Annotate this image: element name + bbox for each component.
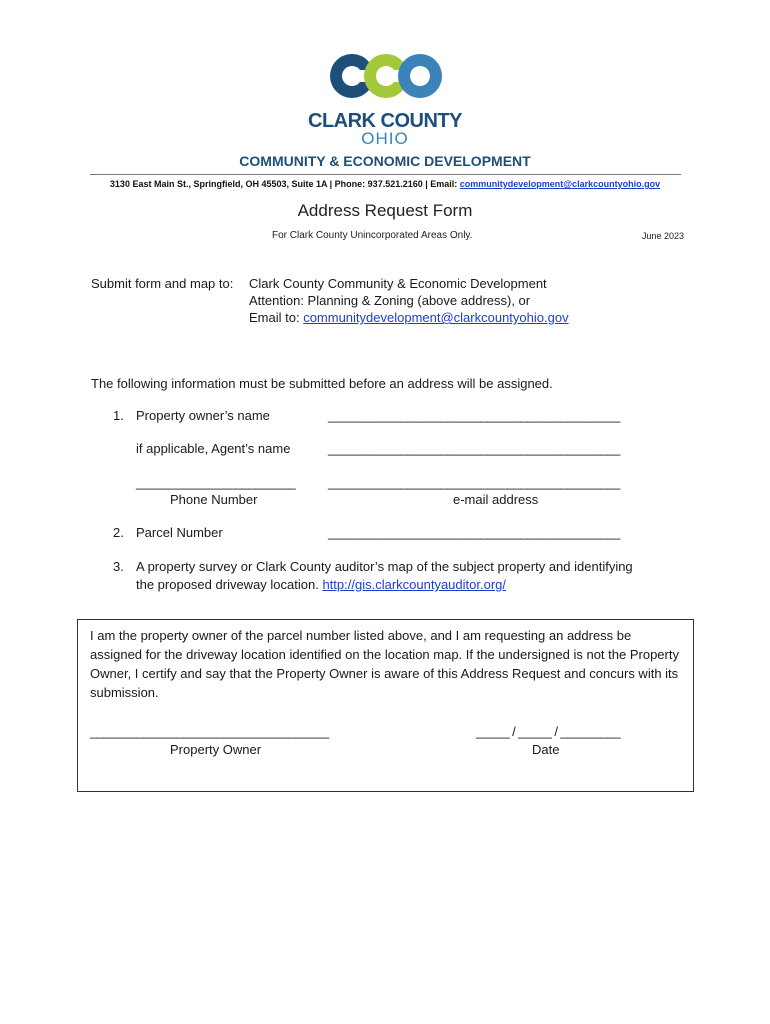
submit-email-line: [249, 310, 569, 325]
survey-requirement-line-1: A property survey or Clark County auditor’s map of the subject property and identifying: [136, 559, 633, 574]
department-heading: COMMUNITY & ECONOMIC DEVELOPMENT: [239, 153, 531, 169]
submit-label: Submit form and map to:: [91, 276, 234, 291]
header-divider: [90, 174, 681, 175]
item-3-number: 3.: [113, 559, 124, 574]
parcel-number-field[interactable]: ____________________________________________: [328, 525, 620, 540]
submit-line-2: Attention: Planning & Zoning (above address), or: [249, 293, 531, 308]
email-address-field[interactable]: ____________________________________________: [328, 475, 620, 490]
form-date: June 2023: [642, 231, 685, 241]
owner-signature-label: Property Owner: [170, 742, 262, 757]
form-subtitle: For Clark County Unincorporated Areas Only.: [272, 230, 473, 241]
owner-name-label: Property owner’s name: [136, 408, 270, 423]
submit-line-1: Clark County Community & Economic Development: [249, 276, 547, 291]
parcel-number-label: Parcel Number: [136, 525, 223, 540]
owner-signature-field[interactable]: ____________________________________: [90, 724, 329, 739]
phone-number-label: Phone Number: [170, 492, 258, 507]
contact-line: [0, 179, 770, 189]
contact-email-link[interactable]: communitydevelopment@clarkcountyohio.gov: [459, 179, 661, 189]
submit-email-prefix: Email to:: [249, 310, 304, 325]
logo-subtitle: OHIO: [361, 129, 409, 148]
form-title: Address Request Form: [297, 201, 473, 220]
survey-requirement-text: the proposed driveway location.: [136, 577, 323, 592]
logo-name: CLARK COUNTY: [308, 110, 462, 132]
clark-county-logo-mark: [330, 50, 442, 102]
certification-statement: I am the property owner of the parcel number listed above, and I am requesting an address be assigned for the driveway location identified on the location map. If the undersigned is not the Property Owner, I certify and say that the Property Owner is aware of this Address Request and concurs with its submission.: [90, 628, 679, 700]
contact-address: 3130 East Main St., Springfield, OH 45503, Suite 1A | Phone: 937.521.2160 | Email:: [109, 179, 460, 189]
phone-number-field[interactable]: ________________________: [136, 475, 296, 490]
agent-name-field[interactable]: ____________________________________________: [328, 441, 620, 456]
signature-date-field[interactable]: _____ / _____ / _________: [476, 724, 621, 739]
email-address-label: e-mail address: [453, 492, 539, 507]
survey-requirement-line-2: [136, 577, 506, 592]
requirements-intro: The following information must be submitted before an address will be assigned.: [91, 376, 553, 391]
item-2-number: 2.: [113, 525, 124, 540]
signature-date-label: Date: [532, 742, 560, 757]
submit-email-link[interactable]: communitydevelopment@clarkcountyohio.gov: [303, 310, 569, 325]
item-1-number: 1.: [113, 408, 124, 423]
owner-name-field[interactable]: ____________________________________________: [328, 408, 620, 423]
agent-name-label: if applicable, Agent’s name: [136, 441, 291, 456]
auditor-gis-link[interactable]: http://gis.clarkcountyauditor.org/: [322, 577, 506, 592]
